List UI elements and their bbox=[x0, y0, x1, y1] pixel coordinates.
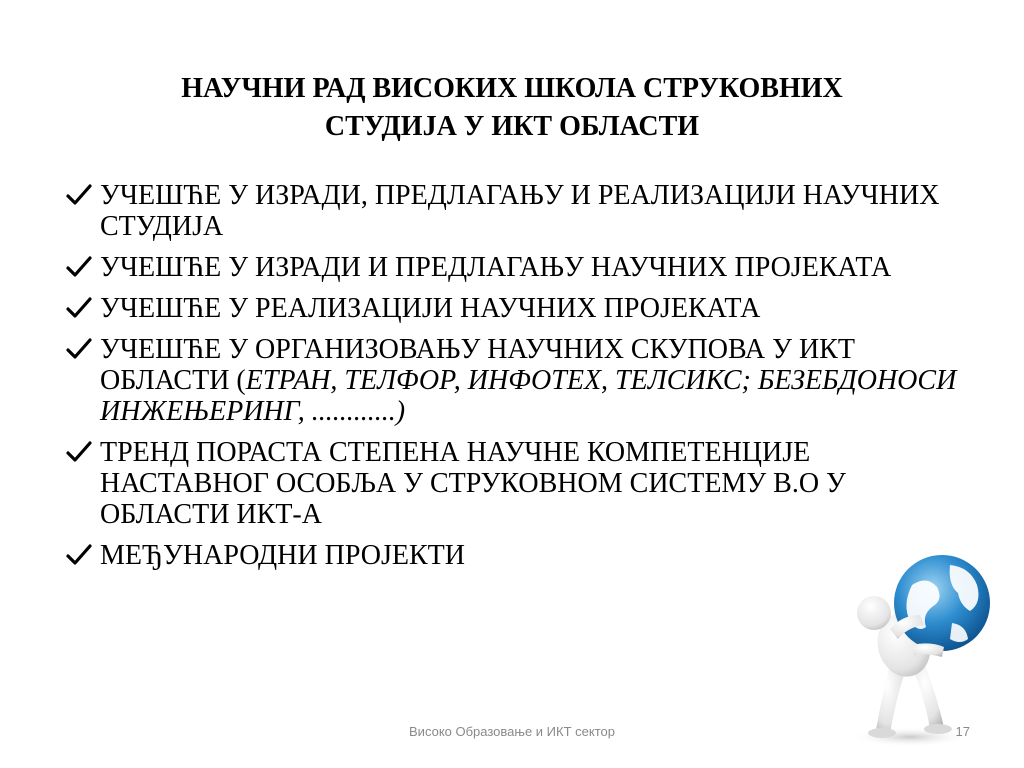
figure-carrying-globe-icon bbox=[832, 545, 992, 750]
title-line-2: СТУДИЈА У ИКТ ОБЛАСТИ bbox=[324, 111, 700, 142]
title-line-1: НАУЧНИ РАД ВИСОКИХ ШКОЛА СТРУКОВНИХ bbox=[181, 73, 843, 104]
checkmark-icon bbox=[66, 182, 92, 208]
checkmark-icon bbox=[66, 295, 92, 321]
checkmark-icon bbox=[66, 542, 92, 568]
bullet-text: УЧЕШЋЕ У РЕАЛИЗАЦИЈИ НАУЧНИХ ПРОЈЕКАТА bbox=[100, 293, 761, 324]
bullet-item bbox=[66, 334, 976, 427]
bullet-text: УЧЕШЋЕ У ИЗРАДИ, ПРЕДЛАГАЊУ И РЕАЛИЗАЦИЈИ НАУЧНИХ СТУДИЈА bbox=[100, 180, 940, 242]
bullet-text: ТРЕНД ПОРАСТА СТЕПЕНА НАУЧНЕ КОМПЕТЕНЦИЈЕ НАСТАВНОГ ОСОБЉА У СТРУКОВНОМ СИСТЕМУ В.О У ОБЛАСТИ ИКТ-А bbox=[100, 437, 846, 530]
bullet-item bbox=[66, 252, 976, 283]
page-number: 17 bbox=[955, 724, 970, 739]
bullet-item bbox=[66, 437, 976, 530]
bullet-text: МЕЂУНАРОДНИ ПРОЈЕКТИ bbox=[100, 540, 465, 571]
bullet-text: УЧЕШЋЕ У ИЗРАДИ И ПРЕДЛАГАЊУ НАУЧНИХ ПРОЈЕКАТА bbox=[100, 252, 892, 283]
checkmark-icon bbox=[66, 336, 92, 362]
bullet-text: УЧЕШЋЕ У ОРГАНИЗОВАЊУ НАУЧНИХ СКУПОВА У ИКТ ОБЛАСТИ ( bbox=[100, 334, 855, 396]
bullet-item bbox=[66, 293, 976, 324]
bullet-text-italic: ЕТРАН, ТЕЛФОР, ИНФОТЕХ, ТЕЛСИКС; БЕЗЕБДОНОСИ ИНЖЕЊЕРИНГ, ............) bbox=[100, 365, 957, 427]
checkmark-icon bbox=[66, 439, 92, 465]
slide-title bbox=[60, 70, 964, 146]
checkmark-icon bbox=[66, 254, 92, 280]
bullet-item bbox=[66, 180, 976, 242]
slide-footer: Високо Образовање и ИКТ сектор bbox=[409, 724, 615, 739]
bullet-list bbox=[66, 180, 976, 581]
